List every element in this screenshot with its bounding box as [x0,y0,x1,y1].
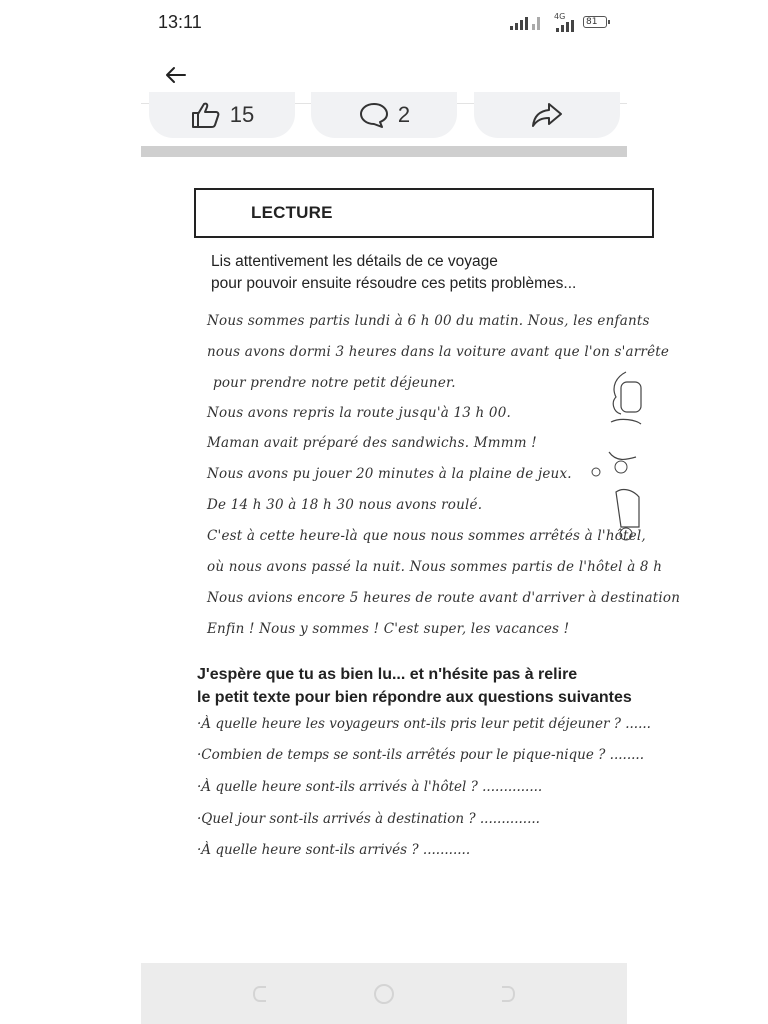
instructions-line: J'espère que tu as bien lu... et n'hésite pas à relire [197,666,578,683]
navigation-bar [141,963,627,1024]
nav-recents-icon[interactable] [495,983,517,1005]
intro-text [211,251,576,295]
arrow-left-icon [160,60,190,90]
like-button[interactable] [149,92,295,138]
instructions-text [197,663,632,709]
intro-line: pour pouvoir ensuite résoudre ces petits problèmes... [211,275,577,292]
share-button[interactable] [474,92,620,138]
status-bar [0,0,768,48]
question: ·Combien de temps se sont-ils arrêtés pour le pique-nique ? ........ [197,747,645,763]
story-line: pour prendre notre petit déjeuner. [213,375,456,391]
story-line: Maman avait préparé des sandwichs. Mmmm ! [207,435,537,451]
instructions-line: le petit texte pour bien répondre aux questions suivantes [197,689,632,706]
car-drawing-icon [581,362,641,562]
story-line: C'est à cette heure-là que nous nous sommes arrêtés à l'hôtel, [207,528,646,544]
story-line: Nous avons pu jouer 20 minutes à la plaine de jeux. [207,466,572,482]
battery-level: 81 [586,17,598,27]
signal-icon [510,16,528,30]
share-icon [530,101,564,129]
back-button[interactable] [160,60,190,90]
question: ·Quel jour sont-ils arrivés à destination ? .............. [197,811,540,827]
question: ·À quelle heure sont-ils arrivés à l'hôtel ? .............. [197,779,543,795]
status-time: 13:11 [158,12,202,32]
network-type: 4G [554,12,566,21]
story-line: où nous avons passé la nuit. Nous sommes partis de l'hôtel à 8 h [207,559,663,575]
story-line: Nous sommes partis lundi à 6 h 00 du matin. Nous, les enfants [207,313,650,329]
thumbs-up-icon [190,101,222,129]
story-line: De 14 h 30 à 18 h 30 nous avons roulé. [207,497,483,513]
nav-home-icon[interactable] [373,983,395,1005]
comment-icon [358,101,390,129]
battery-icon [583,16,607,28]
question: ·À quelle heure les voyageurs ont-ils pris leur petit déjeuner ? ...... [197,716,651,732]
intro-line: Lis attentivement les détails de ce voyage [211,253,498,270]
story-line: Enfin ! Nous y sommes ! C'est super, les vacances ! [207,621,570,637]
comment-button[interactable] [311,92,457,138]
question: ·À quelle heure sont-ils arrivés ? ........... [197,842,471,858]
nav-back-icon[interactable] [251,983,273,1005]
comment-count: 2 [397,102,411,127]
like-count: 15 [229,102,255,127]
story-line: Nous avions encore 5 heures de route avant d'arriver à destination [207,590,681,606]
post-separator [141,146,627,157]
signal-3-icon [556,18,574,32]
story-line: nous avons dormi 3 heures dans la voiture avant que l'on s'arrête [207,344,670,360]
worksheet-image [141,157,681,962]
worksheet-title: LECTURE [251,203,333,222]
signal-2-icon [532,16,540,30]
story-line: Nous avons repris la route jusqu'à 13 h 00. [207,405,512,421]
